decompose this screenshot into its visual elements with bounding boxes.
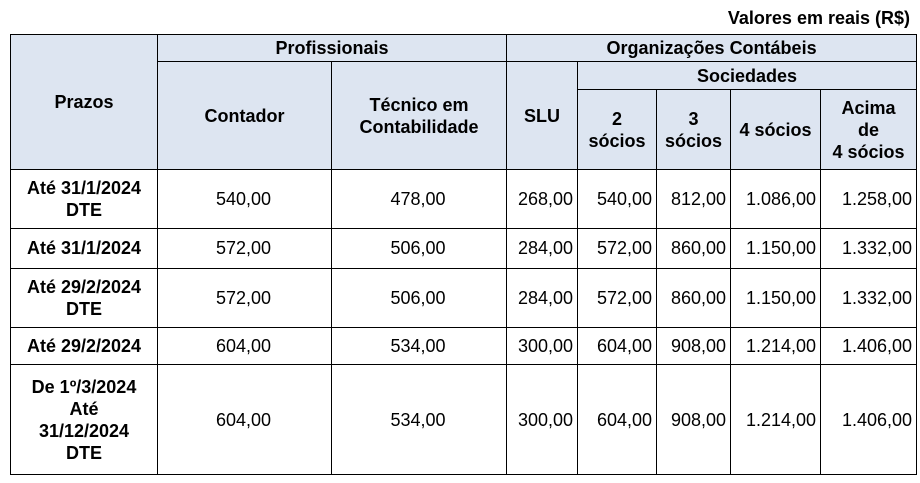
cell-4-socios: 1.150,00 — [731, 268, 821, 327]
cell-4-socios: 1.150,00 — [731, 229, 821, 268]
cell-acima-4-socios: 1.258,00 — [821, 170, 917, 229]
header-tecnico-line2: Contabilidade — [359, 116, 479, 137]
table-row — [11, 268, 917, 327]
header-sociedades: Sociedades — [578, 62, 917, 90]
cell-prazo — [11, 170, 158, 229]
prazo-line: Até 29/2/2024 — [26, 276, 142, 297]
header-acima-line3: 4 sócios — [832, 141, 905, 162]
cell-3-socios: 908,00 — [657, 365, 731, 475]
header-tecnico-line1: Técnico em — [369, 94, 469, 115]
cell-acima-4-socios: 1.406,00 — [821, 365, 917, 475]
cell-contador: 604,00 — [158, 327, 332, 364]
table-row — [11, 170, 917, 229]
header-3-socios-line1: 3 — [688, 108, 699, 129]
cell-4-socios: 1.214,00 — [731, 365, 821, 475]
cell-tecnico: 506,00 — [332, 229, 507, 268]
header-contador: Contador — [158, 62, 332, 170]
cell-3-socios: 860,00 — [657, 268, 731, 327]
header-acima-line1: Acima — [841, 97, 896, 118]
table-row — [11, 365, 917, 475]
cell-slu: 268,00 — [507, 170, 578, 229]
cell-2-socios: 540,00 — [578, 170, 657, 229]
table-body — [11, 170, 917, 475]
cell-slu: 284,00 — [507, 229, 578, 268]
cell-2-socios: 572,00 — [578, 229, 657, 268]
fee-table — [10, 34, 917, 475]
header-4-socios: 4 sócios — [731, 90, 821, 170]
cell-contador: 572,00 — [158, 229, 332, 268]
table-row — [11, 327, 917, 364]
cell-3-socios: 908,00 — [657, 327, 731, 364]
cell-acima-4-socios: 1.406,00 — [821, 327, 917, 364]
prazo-line: DTE — [66, 200, 102, 221]
prazo-line: DTE — [66, 442, 102, 463]
cell-4-socios: 1.086,00 — [731, 170, 821, 229]
prazo-line: DTE — [66, 298, 102, 319]
cell-tecnico: 534,00 — [332, 327, 507, 364]
cell-3-socios: 860,00 — [657, 229, 731, 268]
table-row — [11, 229, 917, 268]
header-prazos: Prazos — [11, 35, 158, 170]
header-acima-4-socios — [821, 90, 917, 170]
cell-4-socios: 1.214,00 — [731, 327, 821, 364]
cell-prazo — [11, 365, 158, 475]
header-2-socios — [578, 90, 657, 170]
cell-contador: 540,00 — [158, 170, 332, 229]
cell-contador: 604,00 — [158, 365, 332, 475]
header-acima-line2: de — [858, 119, 880, 140]
cell-3-socios: 812,00 — [657, 170, 731, 229]
prazo-line: De 1º/3/2024 — [31, 376, 137, 397]
header-profissionais: Profissionais — [158, 35, 507, 62]
cell-2-socios: 604,00 — [578, 365, 657, 475]
cell-acima-4-socios: 1.332,00 — [821, 268, 917, 327]
cell-2-socios: 572,00 — [578, 268, 657, 327]
cell-slu: 300,00 — [507, 327, 578, 364]
cell-prazo — [11, 327, 158, 364]
header-slu: SLU — [507, 62, 578, 170]
prazo-line: Até — [69, 398, 99, 419]
header-3-socios — [657, 90, 731, 170]
cell-prazo — [11, 268, 158, 327]
cell-acima-4-socios: 1.332,00 — [821, 229, 917, 268]
header-2-socios-line2: sócios — [588, 130, 646, 151]
cell-tecnico: 534,00 — [332, 365, 507, 475]
cell-contador: 572,00 — [158, 268, 332, 327]
cell-slu: 284,00 — [507, 268, 578, 327]
header-organizacoes: Organizações Contábeis — [507, 35, 917, 62]
prazo-line: Até 31/1/2024 — [26, 238, 142, 259]
header-2-socios-line1: 2 — [612, 108, 623, 129]
prazo-line: Até 31/1/2024 — [26, 178, 142, 199]
cell-prazo — [11, 229, 158, 268]
table-caption: Valores em reais (R$) — [727, 8, 910, 28]
cell-slu: 300,00 — [507, 365, 578, 475]
cell-tecnico: 506,00 — [332, 268, 507, 327]
prazo-line: 31/12/2024 — [38, 420, 130, 441]
cell-2-socios: 604,00 — [578, 327, 657, 364]
header-tecnico — [332, 62, 507, 170]
prazo-line: Até 29/2/2024 — [26, 335, 142, 356]
cell-tecnico: 478,00 — [332, 170, 507, 229]
header-3-socios-line2: sócios — [665, 130, 723, 151]
